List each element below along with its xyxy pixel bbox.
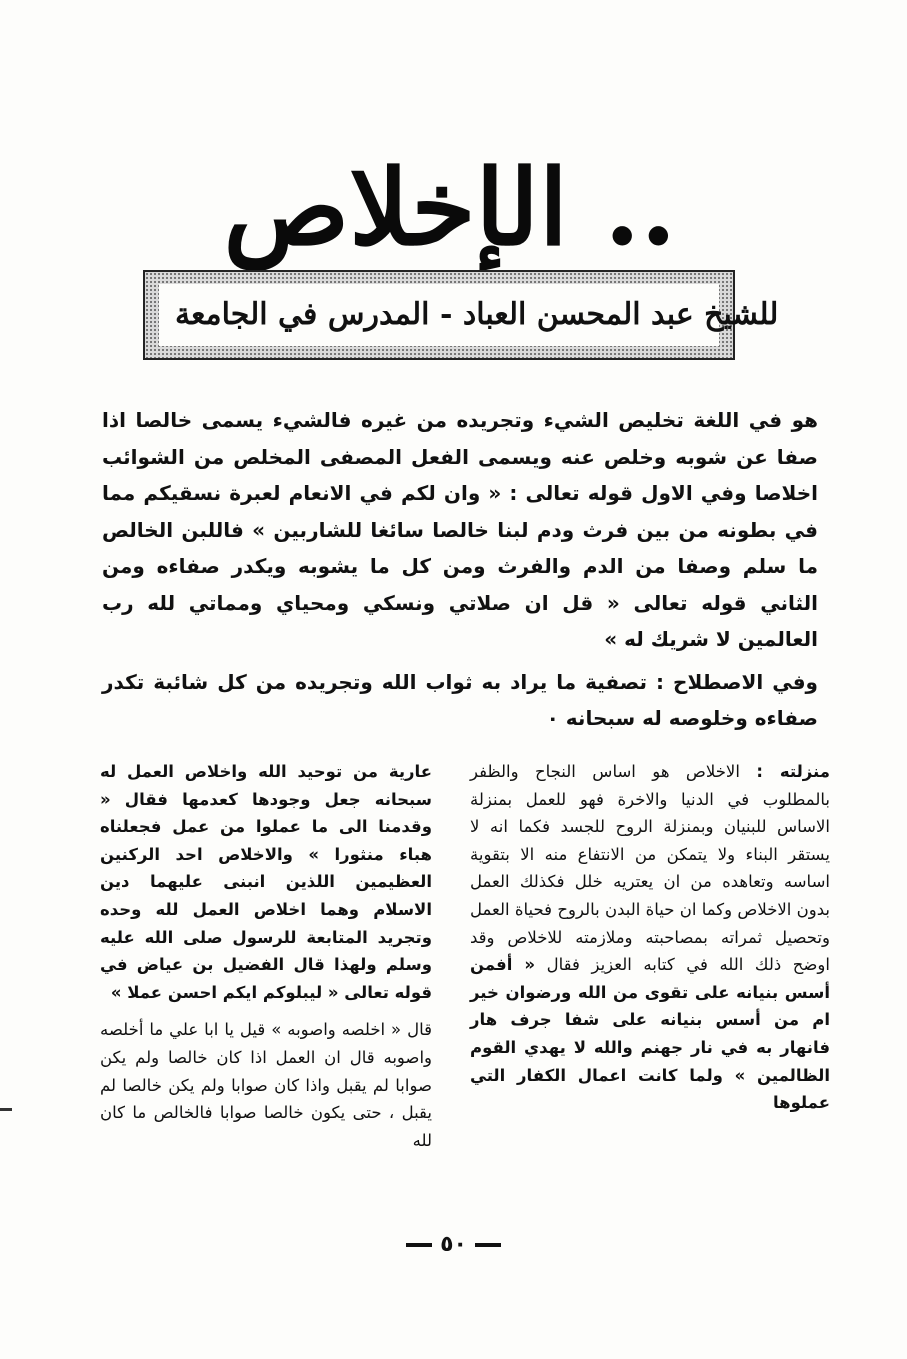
intro-section bbox=[102, 402, 818, 737]
article-title: الإخلاص .. bbox=[223, 146, 677, 269]
left-column-paragraph-2: قال « اخلصه واصوبه » قيل يا ابا علي ما أخلصه واصوبه قال ان العمل اذا كان خالصا ولم يكن صوابا لم يقبل واذا كان صوابا ولم يكن خالصا لم يقبل ، حتى يكون خالصا صوابا فالخالص ما كان لله bbox=[100, 1020, 432, 1150]
page-number-dash-right bbox=[475, 1243, 501, 1247]
right-column bbox=[470, 758, 830, 1117]
right-column-quote: « أفمن أسس بنيانه على تقوى من الله ورضوان خير ام من أسس بنيانه على شفا جرف هار فانهار به في نار جهنم والله لا يهدي القوم الظالمين » ولما كانت اعمال الكفار التي عملوها bbox=[470, 955, 830, 1113]
left-column-paragraph-1: عارية من توحيد الله واخلاص العمل له سبحانه جعل وجودها كعدمها فقال « وقدمنا الى ما عملوا من عمل فجعلناه هباء منثورا » والاخلاص احد الركنين العظيمين اللذين انبنى عليهما دين الاسلام وهما اخلاص العمل لله وحده وتجريد المتابعة للرسول صلى الله عليه وسلم ولهذا قال الفضيل بن عياض في قوله تعالى « ليبلوكم ايكم احسن عملا » bbox=[100, 762, 432, 1002]
section-label: منزلته : bbox=[756, 762, 831, 781]
right-column-paragraph bbox=[470, 758, 830, 1117]
byline-banner bbox=[143, 270, 779, 360]
intro-paragraph-definition: هو في اللغة تخليص الشيء وتجريده من غيره فالشيء يسمى خالصا اذا صفا عن شوبه وخلص عنه ويسمى الفعل المصفى المخلص من الشوائب اخلاصا وفي الاول قوله تعالى : « وان لكم في الانعام لعبرة نسقيكم مما في بطونه من بين فرث ودم لبنا خالصا سائغا للشاربين » فاللبن الخالص ما سلم وصفا من الدم والفرث ومن كل ما يشوبه ويكدر صفاءه ومن الثاني قوله تعالى « قل ان صلاتي ونسكي ومحياي ومماتي لله رب العالمين لا شريك له » bbox=[102, 408, 818, 651]
intro-paragraph-terminology: وفي الاصطلاح : تصفية ما يراد به ثواب الله وتجريده من كل شائبة تكدر صفاءه وخلوصه له سبحانه ٠ bbox=[102, 669, 818, 730]
scan-edge-mark bbox=[0, 1108, 12, 1111]
page-number-value: ٥٠ bbox=[440, 1232, 467, 1257]
left-column bbox=[100, 758, 432, 1154]
page-number-dash-left bbox=[406, 1243, 432, 1247]
page-number bbox=[0, 1232, 907, 1257]
author-byline: للشيخ عبد المحسن العباد - المدرس في الجامعة bbox=[159, 284, 719, 346]
right-column-text: الاخلاص هو اساس النجاح والظفر بالمطلوب في الدنيا والاخرة فهو للعمل بمنزلة الاساس للبنيان وبمنزلة الروح للجسد فكما انه لا يستقر البناء ولا يتمكن من الانتفاع منه الا بتقوية اساسه وتعاهده من ان يعتريه خلل فكذلك العمل بدون الاخلاص وكما ان حياة البدن بالروح فحياة العمل وتحصيل ثمراته بمصاحبته وملازمته للاخلاص وقد اوضح ذلك الله في كتابه العزيز فقال bbox=[470, 762, 830, 975]
